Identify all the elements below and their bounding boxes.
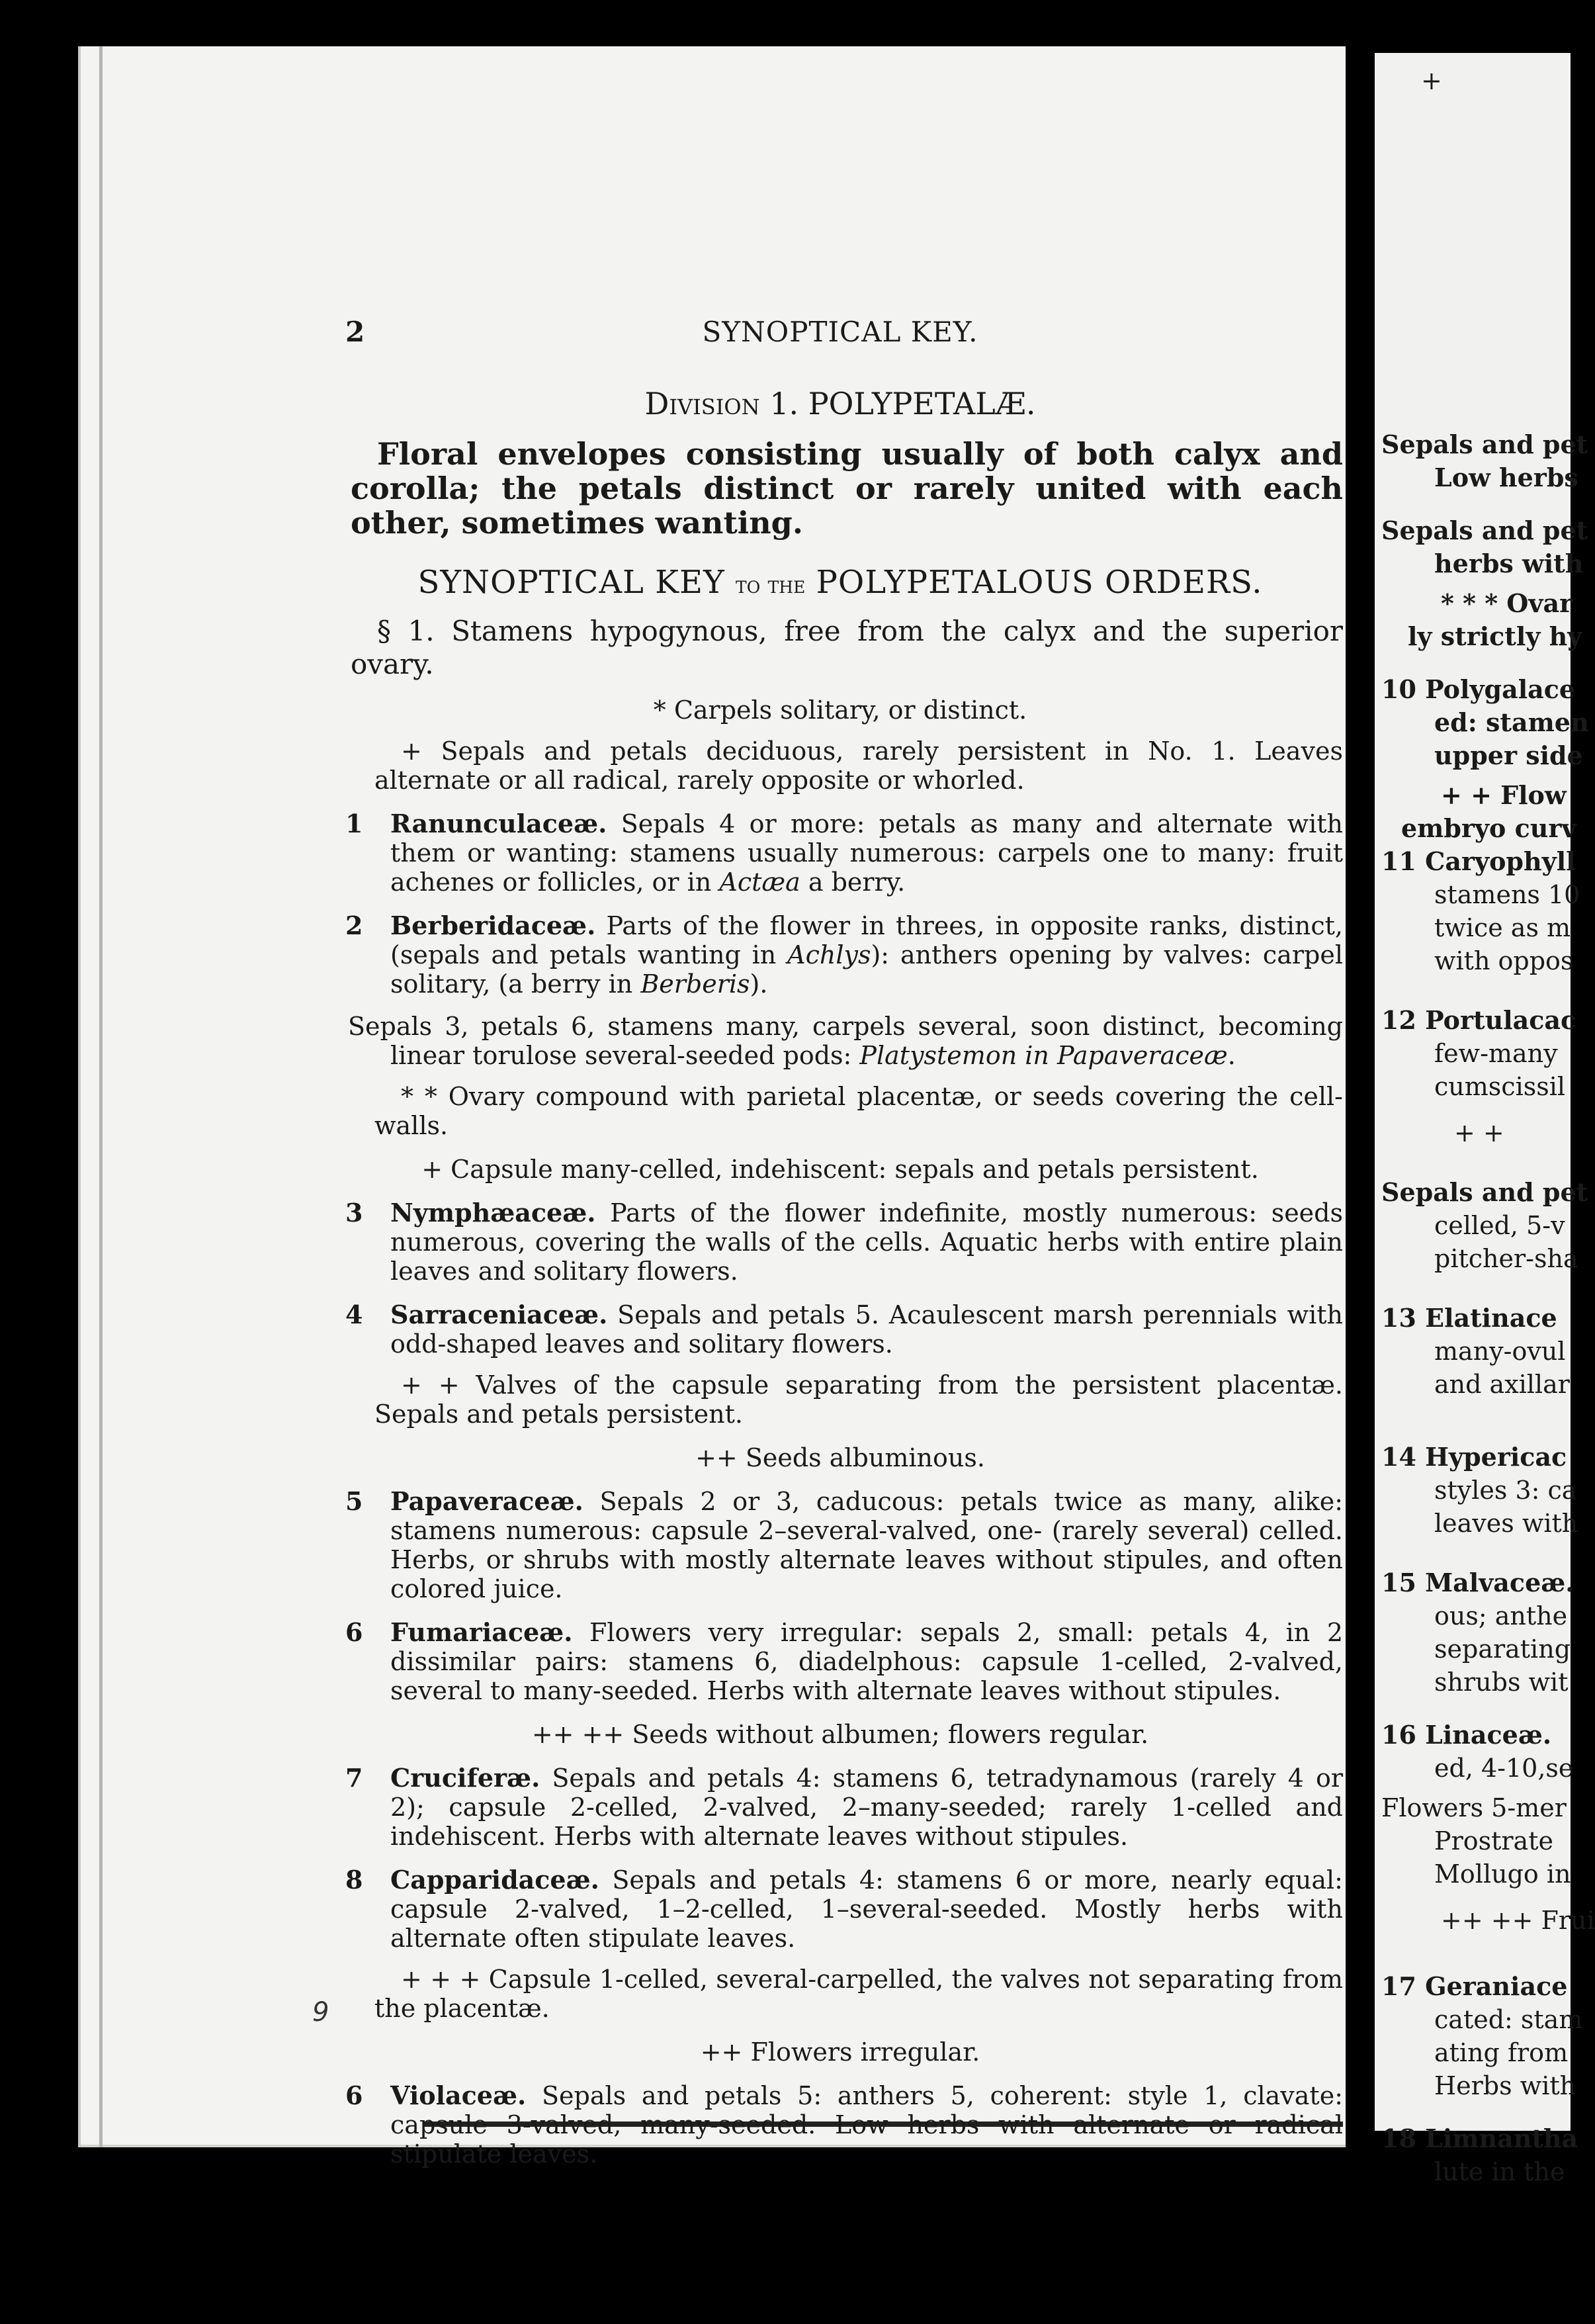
right-page-line: celled, 5-v (1434, 1211, 1565, 1240)
order-text: Sepals and petals 5: anthers 5, coherent: style 1, clavate: capsule 3-valved, many-seeded. Low herbs with alternate or radical stipulate leaves. (390, 2081, 1343, 2168)
platystemon-italic: Platystemon in Papaveraceæ (859, 1041, 1228, 1070)
right-page-line: twice as m (1434, 913, 1571, 942)
right-page-line: 18 Limnantha (1381, 2123, 1578, 2153)
page-gutter (1346, 40, 1375, 2197)
running-header (337, 318, 1343, 357)
right-page-line: few-many (1434, 1039, 1558, 1068)
order-text: Sepals and petals 5. Acaulescent marsh perennials with odd-shaped leaves and solitary flowers. (390, 1300, 1343, 1359)
page-number: 2 (345, 316, 365, 348)
division-label: Division 1. (644, 386, 799, 422)
right-page-line: ed, 4-10,se (1434, 1754, 1574, 1783)
order-text-after: ): anthers opening by valves: carpel solitary, (a berry in (390, 940, 1343, 999)
right-page-line: ly strictly hy (1408, 621, 1582, 651)
right-page-line: embryo curv (1401, 813, 1576, 843)
order-number: 6 (345, 2080, 363, 2110)
note-capsule-1-celled: + + + Capsule 1-celled, several-carpelled, the valves not separating from the placentæ. (374, 1965, 1343, 2023)
right-page-line: * * * Ovar (1441, 588, 1573, 618)
order-text: Sepals 4 or more: petals as many and alternate with them or wanting: stamens usually numerous: carpels one to many: fruit achenes or follicles, or in (390, 809, 1343, 897)
order-name: Capparidaceæ. (390, 1865, 599, 1895)
right-page-line: separating (1434, 1634, 1571, 1664)
subhead-ovary: * * Ovary compound with parietal placentæ, or seeds covering the cell-walls. (374, 1082, 1343, 1140)
right-page-line: 15 Malvaceæ. (1381, 1568, 1574, 1597)
right-page-line: shrubs wit (1434, 1668, 1569, 1697)
order-italic: Actæa (719, 868, 800, 897)
right-page-line: + + (1454, 1118, 1504, 1147)
right-page-line: Prostrate (1434, 1826, 1553, 1855)
order-italic: Achlys (787, 940, 871, 969)
order-number: 2 (345, 911, 363, 940)
order-entry (337, 1764, 1343, 1851)
order-entry (337, 1487, 1343, 1603)
right-page-line: 14 Hypericac (1381, 1442, 1567, 1472)
order-text: Flowers very irregular: sepals 2, small: petals 4, in 2 dissimilar pairs: stamens 6, diadelphous: capsule 1-celled, 2-valved, several to many-seeded. Herbs with alternate leaves without stipules. (390, 1618, 1343, 1705)
note-seeds-albuminous: ++ Seeds albuminous. (695, 1443, 985, 1472)
right-page-line: ed: stamen (1434, 707, 1589, 737)
right-page-line: 12 Portulacac (1381, 1005, 1576, 1035)
right-page-line: Flowers 5-mer (1381, 1793, 1567, 1822)
right-page-line: many-ovul (1434, 1337, 1566, 1366)
order-text-after: a berry. (800, 868, 906, 897)
right-page-line: Herbs with (1434, 2071, 1576, 2100)
key-title (337, 564, 1343, 601)
right-page-line: lute in the (1434, 2157, 1565, 2186)
order-number: 5 (345, 1486, 363, 1516)
division-name: POLYPETALÆ. (808, 386, 1036, 422)
handwritten-annotation (312, 1997, 365, 2037)
right-page-line: stamens 10 (1434, 880, 1580, 909)
order-entry (337, 1865, 1343, 1953)
order-text: Parts of the flower indefinite, mostly numerous: seeds numerous, covering the walls of the cells. Aquatic herbs with entire plain leaves and solitary flowers. (390, 1198, 1343, 1286)
order-name: Violaceæ. (390, 2080, 527, 2110)
right-page-line: Sepals and pet (1381, 1177, 1588, 1207)
right-page-line: + + Flow (1441, 780, 1567, 810)
annotation-text: 9 (312, 1997, 329, 2028)
order-name: Cruciferæ. (390, 1763, 540, 1793)
order-number: 3 (345, 1198, 363, 1228)
right-page-line: cumscissil (1434, 1072, 1566, 1101)
order-text: Sepals 2 or 3, caducous: petals twice as many, alike: stamens numerous: capsule 2–several-valved, one- (rarely several) celled. Herbs, or shrubs with mostly alternate leaves without stipules, and often colored juice. (390, 1487, 1343, 1603)
key-title-part3: POLYPETALOUS ORDERS. (816, 564, 1263, 601)
right-page-line: cated: stam (1434, 2005, 1583, 2034)
right-page-line: leaves with (1434, 1509, 1578, 1538)
order-entry (337, 1618, 1343, 1705)
order-entry (337, 2081, 1343, 2168)
right-page-line: Sepals and pet (1381, 429, 1588, 459)
division-description: Floral envelopes consisting usually of both calyx and corolla; the petals distinct or rarely united with each other, sometimes wanting. (351, 436, 1343, 541)
order-italic: Berberis (640, 969, 750, 999)
order-text: Sepals and petals 4: stamens 6 or more, nearly equal: capsule 2-valved, 1–2-celled, 1–several-seeded. Mostly herbs with alternate often stipulate leaves. (390, 1865, 1343, 1953)
order-entry (337, 911, 1343, 999)
order-number: 4 (345, 1300, 363, 1329)
platystemon-note (337, 1012, 1343, 1070)
subhead-carpels: * Carpels solitary, or distinct. (653, 695, 1027, 725)
order-entry (337, 809, 1343, 897)
note-valves: + + Valves of the capsule separating from the persistent placentæ. Sepals and petals persistent. (374, 1370, 1343, 1429)
order-name: Sarraceniaceæ. (390, 1300, 608, 1329)
order-number: 7 (345, 1763, 363, 1793)
order-text: Sepals and petals 4: stamens 6, tetradynamous (rarely 4 or 2); capsule 2-celled, 2-valved, 2–many-seeded; rarely 1-celled and indehiscent. Herbs with alternate leaves without stipules. (390, 1764, 1343, 1851)
order-number: 8 (345, 1865, 363, 1895)
order-name: Berberidaceæ. (390, 911, 596, 940)
section-1: § 1. Stamens hypogynous, free from the calyx and the superior ovary. (351, 615, 1343, 680)
note-capsule-many: + Capsule many-celled, indehiscent: sepals and petals persistent. (421, 1155, 1259, 1184)
right-page-line: and axillar (1434, 1370, 1570, 1399)
key-title-part1: SYNOPTICAL KEY (417, 564, 725, 601)
page-inner-rule (99, 46, 103, 2147)
division-heading (337, 386, 1343, 422)
order-name: Ranunculaceæ. (390, 809, 607, 838)
right-page-line: styles 3: ca (1434, 1476, 1577, 1505)
order-entry (337, 1300, 1343, 1359)
right-page-line: Sepals and pet (1381, 515, 1588, 545)
order-name: Papaveraceæ. (390, 1486, 583, 1516)
right-page-line: 17 Geraniace (1381, 1971, 1568, 2001)
right-page-line: 16 Linaceæ. (1381, 1720, 1552, 1750)
platystemon-after: . (1227, 1041, 1236, 1070)
running-title: SYNOPTICAL KEY. (702, 316, 978, 348)
order-text-after: ). (750, 969, 768, 999)
note-flowers-irregular: ++ Flowers irregular. (700, 2037, 980, 2067)
platystemon-text: Sepals 3, petals 6, stamens many, carpels several, soon distinct, becoming linear torulose several-seeded pods: (348, 1012, 1343, 1070)
right-page-line: 10 Polygalace (1381, 674, 1576, 704)
note-seeds-without-albumen: ++ ++ Seeds without albumen; flowers regular. (531, 1720, 1149, 1749)
right-page-line: ating from (1434, 2038, 1569, 2067)
order-number: 6 (345, 1617, 363, 1647)
right-page-line: 13 Elatinace (1381, 1303, 1557, 1333)
right-page-line: 11 Caryophyll (1381, 846, 1576, 876)
right-page-line: herbs with (1434, 549, 1584, 578)
note-sepals-deciduous: + Sepals and petals deciduous, rarely persistent in No. 1. Leaves alternate or all radical, rarely opposite or whorled. (374, 737, 1343, 795)
order-number: 1 (345, 809, 363, 838)
order-entry (337, 1198, 1343, 1286)
right-page-line: ous; anthe (1434, 1601, 1568, 1631)
order-name: Nymphæaceæ. (390, 1198, 596, 1228)
order-text: Parts of the flower in threes, in opposite ranks, distinct, (sepals and petals wanting in (390, 911, 1343, 969)
order-name: Fumariaceæ. (390, 1617, 573, 1647)
page-content (337, 318, 1343, 2168)
right-page-line: ++ ++ Frui (1441, 1906, 1595, 1935)
right-page-line: with oppos (1434, 946, 1574, 975)
right-page (1375, 53, 1595, 2186)
right-page-line: + (1421, 66, 1442, 95)
right-page-line: Mollugo in (1434, 1859, 1571, 1889)
right-page-line: pitcher-sha (1434, 1244, 1578, 1273)
key-title-part2: to the (736, 572, 806, 599)
right-page-line: upper side (1434, 740, 1583, 770)
right-page-line: Low herbs (1434, 463, 1578, 492)
